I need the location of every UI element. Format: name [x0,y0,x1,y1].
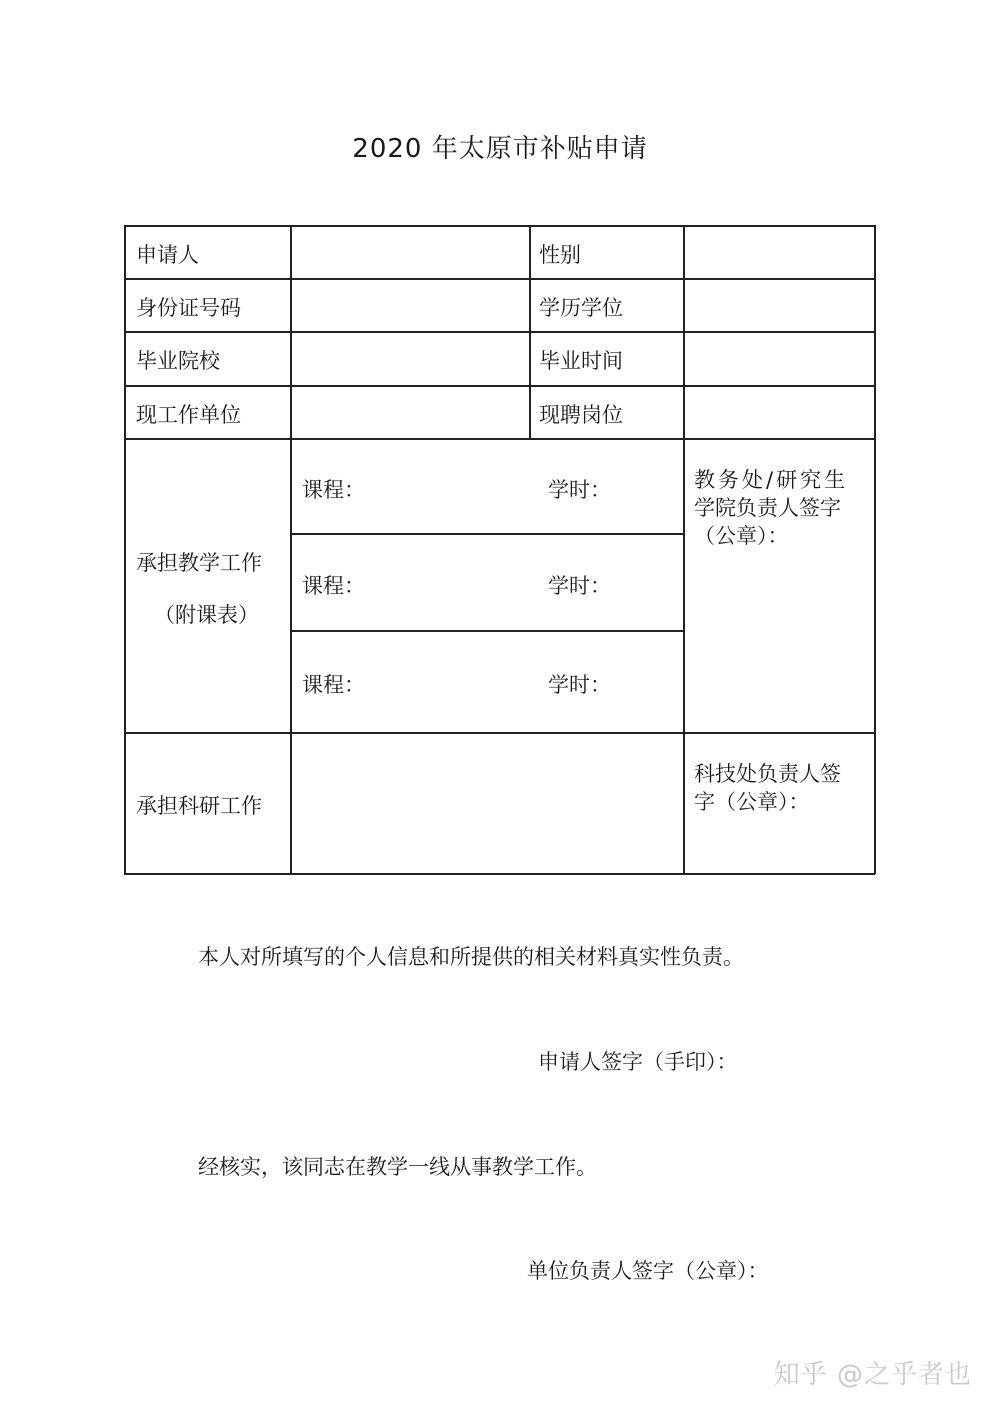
research-office-signature-line1: 科技处负责人签 [694,762,841,786]
row-divider [124,278,875,280]
row-divider [124,331,875,333]
current-employer-label: 现工作单位 [136,403,241,427]
column-divider [683,225,685,874]
application-form-table [124,225,875,874]
unit-signature-label: 单位负责人签字（公章）： [527,1259,769,1283]
course-label: 课程： [302,673,365,697]
watermark: 知乎 @之乎者也 [773,1360,972,1390]
hours-label: 学时： [548,574,611,598]
row-divider [124,385,875,387]
row-divider [124,732,875,734]
teaching-attachment-label: （附课表） [154,603,259,627]
current-position-label: 现聘岗位 [539,403,623,427]
academic-affairs-signature-line1: 教务处/研究生 [694,468,849,492]
column-divider [290,225,292,874]
gender-label: 性别 [539,243,581,267]
teaching-work-label: 承担教学工作 [136,551,262,575]
academic-affairs-signature-line3: （公章）： [694,524,789,548]
column-divider [529,225,531,438]
applicant-signature-label: 申请人签字（手印）： [538,1050,738,1074]
education-label: 学历学位 [539,296,623,320]
hours-label: 学时： [548,673,611,697]
course-divider [291,630,684,632]
hours-label: 学时： [548,478,611,502]
academic-affairs-signature-line2: 学院负责人签字 [694,496,841,520]
course-divider [291,533,684,535]
course-label: 课程： [302,478,365,502]
research-office-signature [694,760,870,816]
id-number-label: 身份证号码 [136,296,241,320]
graduation-date-label: 毕业时间 [539,349,623,373]
research-work-label: 承担科研工作 [136,794,262,818]
verification-text: 经核实，该同志在教学一线从事教学工作。 [198,1155,597,1179]
graduated-school-label: 毕业院校 [136,349,220,373]
course-label: 课程： [302,574,365,598]
declaration-text: 本人对所填写的个人信息和所提供的相关材料真实性负责。 [198,945,744,969]
table-border-bottom [124,873,875,875]
applicant-label: 申请人 [136,243,199,267]
academic-affairs-signature [694,466,870,550]
table-border-left [124,225,126,874]
page-title: 2020 年太原市补贴申请 [352,134,648,164]
research-office-signature-line2: 字（公章）： [694,790,810,814]
table-border-right [874,225,876,874]
row-divider [124,438,875,440]
table-border-top [124,225,875,227]
